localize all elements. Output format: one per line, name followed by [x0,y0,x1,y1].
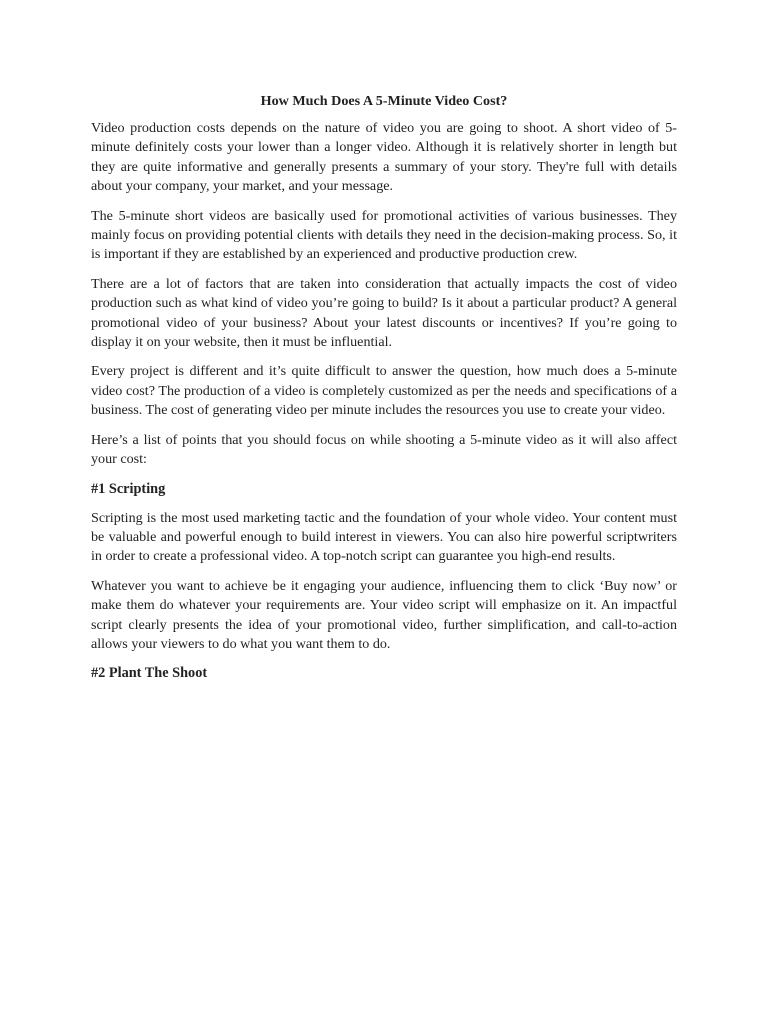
document-title: How Much Does A 5-Minute Video Cost? [260,93,508,109]
paragraph-scripting-1: Scripting is the most used marketing tactic and the foundation of your whole video. Your content must be valuable and powerful enough to build interest in viewers. You can also hire powerful scriptwriters in order to create a professional video. A top-notch script can guarantee you high-end results. [91,509,677,565]
paragraph-scripting-2: Whatever you want to achieve be it engaging your audience, influencing them to click ‘Buy now’ or make them do whatever your requirements are. Your video script will emphasize on it. An impactful script clearly presents the idea of your promotional video, further simplification, and call-to-action allows your viewers to do what you want them to do. [91,577,677,652]
paragraph-intro-5: Here’s a list of points that you should focus on while shooting a 5-minute video as it will also affect your cost: [91,431,677,468]
paragraph-intro-4: Every project is different and it’s quite difficult to answer the question, how much does a 5-minute video cost? The production of a video is completely customized as per the needs and specifications of a business. The cost of generating video per minute includes the resources you use to create your video. [91,363,677,419]
paragraph-intro-2: The 5-minute short videos are basically used for promotional activities of various businesses. They mainly focus on providing potential clients with details they need in the decision-making process. So, it is important if they are established by an experienced and productive production crew. [91,207,677,263]
section-heading-plan-the-shoot: #2 Plant The Shoot [91,665,208,682]
section-heading-scripting: #1 Scripting [91,480,166,497]
paragraph-intro-1: Video production costs depends on the nature of video you are going to shoot. A short video of 5-minute definitely costs your lower than a longer video. Although it is relatively shorter in length but they are quite informative and generally presents a summary of your story. They're full with details about your company, your market, and your message. [91,120,677,195]
document-page [91,92,677,693]
paragraph-intro-3: There are a lot of factors that are taken into consideration that actually impacts the cost of video production such as what kind of video you’re going to build? Is it about a particular product? A general promotional video of your business? About your latest discounts or incentives? If you’re going to display it on your website, then it must be influential. [91,275,677,351]
